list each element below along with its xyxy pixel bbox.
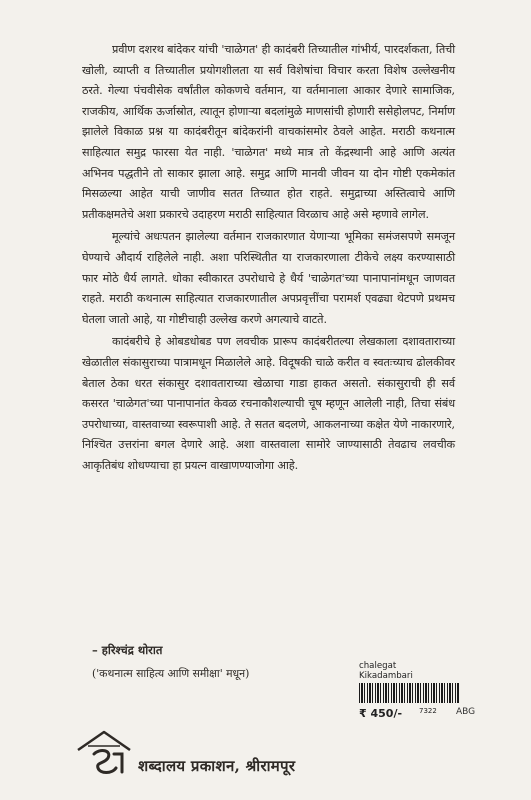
price-label [359,661,461,727]
abg-mark: ABG [456,707,476,717]
paragraph-3: कादंबरीचे हे ओबडधोबड पण लवचीक प्रारूप कादंबरीतल्या लेखकाला दशावताराच्या खेळातील संकासुराच्या पात्रामधून मिळालेले आहे. विदूषकी चाळे करीत व स्वतःच्याच ढोलकीवर बेताल ठेका धरत संकासुर दशावताराच्या खेळाचा गाडा हाकत असतो. संकासुराची ही सर्व कसरत 'चाळेगत'च्या पानापानांत केवळ रचनाकौशल्याची चूष म्हणून आलेली नाही, तिचा संबंध उपरोधाच्या, वास्तवाच्या स्वरूपाशी आहे. ते सतत बदलणे, आकलनाच्या कक्षेत येणे नाकारणारे, निश्चित उत्तरांना बगल देणारे आहे. अशा वास्तवाला सामोरे जाण्यासाठी तेवढाच लवचीक आकृतिबंध शोधण्याचा हा प्रयत्न वाखाणण्याजोगा आहे. [82,335,455,472]
label-subtitle: Kikadambari [359,671,413,681]
blurb-text [82,40,455,478]
publisher-logo-icon [74,728,134,780]
paragraph-1: प्रवीण दशरथ बांदेकर यांची 'चाळेगत' ही कादंबरी तिच्यातील गांभीर्य, पारदर्शकता, तिची खोली, व्याप्ती व तिच्यातील प्रयोगशीलता या सर्व विशेषांचा विचार करता विशेष उल्लेखनीय ठरते. गेल्या पंचवीसेक वर्षांतील कोकणचे वर्तमान, या वर्तमानाला आकार देणारे सामाजिक, राजकीय, आर्थिक ऊर्जास्रोत, त्यातून होणाऱ्या बदलांमुळे माणसांची होणारी ससेहोलपट, निर्माण झालेले विकाळ प्रश्न या कादंबरीतून बांदेकरांनी वाचकांसमोर ठेवले आहेत. मराठी कथनात्म साहित्यात समुद्र फारसा येत नाही. 'चाळेगत' मध्ये मात्र तो केंद्रस्थानी आहे आणि अत्यंत अभिनव पद्धतीने तो साकार झाला आहे. समुद्र आणि मानवी जीवन या दोन गोष्टी एकमेकांत मिसळल्या आहेत याची जाणीव सतत तिच्यात होत राहते. समुद्राच्या अस्तित्वाचे आणि प्रतीकक्षमतेचे अशा प्रकारचे उदाहरण मराठी साहित्यात विरळाच आहे असे म्हणावे लागेल. [82,43,455,221]
label-code: 7322 [419,707,437,715]
paragraph-2: मूल्यांचे अधःपतन झालेल्या वर्तमान राजकारणात येणाऱ्या भूमिका समंजसपणे समजून घेण्याचे औदार्य राहिलेले नाही. अशा परिस्थितीत या राजकारणाला टीकेचे लक्ष्य करण्यासाठी फार मोठे धैर्य लागते. धोका स्वीकारत उपरोधाचे हे धैर्य 'चाळेगत'च्या पानापानांमधून जाणवत राहते. मराठी कथनात्म साहित्यात राजकारणातील अपप्रवृत्तींचा परामर्श एवढ्या थेटपणे प्रथमच घेतला जातो आहे, या गोष्टीचाही उल्लेख करणे अगत्याचे वाटते. [82,230,455,326]
barcode [359,683,459,703]
price-text: ₹ 450/- [359,707,403,720]
author-signature: – हरिश्चंद्र थोरात [92,643,163,657]
label-title: chalegat [359,661,397,671]
source-note: ('कथनात्म साहित्य आणि समीक्षा' मधून) [92,667,250,680]
publisher-name: शब्दालय प्रकाशन, श्रीरामपूर [138,757,296,775]
